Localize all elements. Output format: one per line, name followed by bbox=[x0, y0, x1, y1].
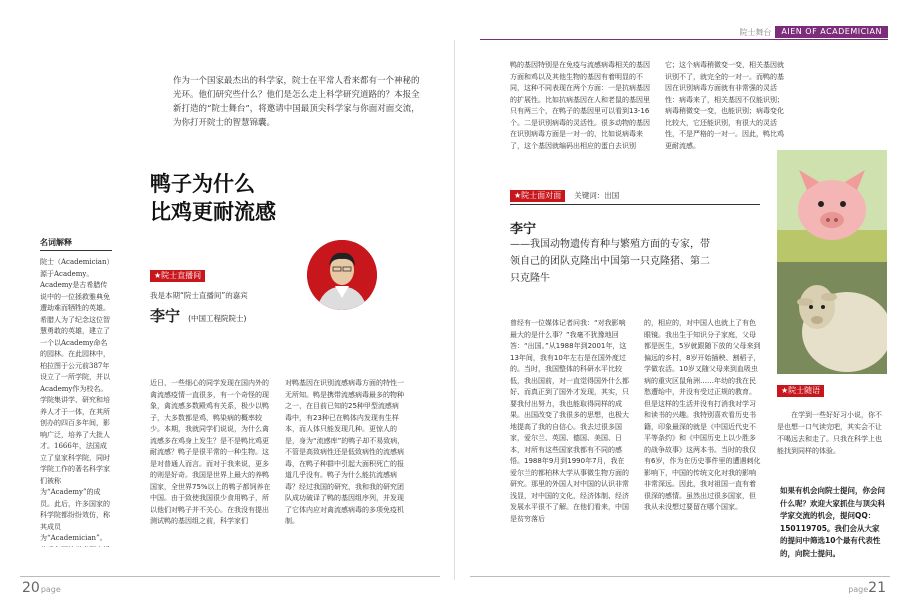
glossary-text: 院士（Academician）源于Academy。Academy是古希腊传说中的一位拯救雅典免遭劫难而牺牲的英雄。希腊人为了纪念这位智慧勇敢的英雄，建立了一个以Academy命名的园林。在此园林中，柏拉图于公元前387年设立了一所学院，并以Academy作为校名。学院集讲学、研究和培养人才于一体，在其所创办的四百多年间，影响广泛，培养了大批人才。1666年，法国成立了皇家科学院，同时学院工作的著名科学家们被称为“Academy”的成员。此后，许多国家的科学院都纷纷效仿，称其成员为“Academician”。 bbox=[40, 258, 110, 542]
quote-tag-label: 院士随语 bbox=[788, 386, 821, 395]
sheep-image bbox=[777, 262, 887, 374]
page-word-right: page bbox=[848, 585, 869, 594]
page-number-right bbox=[847, 580, 886, 596]
quote-box bbox=[777, 378, 887, 457]
article-column-1: 近日，一些细心的同学发现在国内外的禽流感疫情一直很多，有一个奇怪的现象，禽流感多数殿鸡有关系，极少以鸭子，大多数都是鸡，鸭染病的概率较少。本期，我就同学们说说，为什么禽流感多在鸡身上发生？是不是鸭比鸡更耐流感？鸭子是很平常的一种生物。这是对普通人而言。而对于我来说，更多的则是好奇。我国是世界上最大的养鸭国家，全世界75%以上的鸭子都饲养在中国。由于致使我国很少食用鸭子，所以他们对鸭子并不关心。在我没有提出测试鸭的基因组之前，科学家们 bbox=[150, 379, 271, 525]
profile-tag: ★院士面对面 bbox=[510, 190, 565, 202]
section-label-en: AIEN OF ACADEMICIAN bbox=[775, 26, 888, 38]
profile-tag-label: 院士面对面 bbox=[521, 191, 562, 200]
question-text: 如果有机会向院士提问，你会问什么呢？欢迎大家抓住与顶尖科学家交流的机会，提问QQ：150119705。我们会从大家的提问中筛选10个最有代表性的，向院士提问。 bbox=[780, 486, 885, 558]
quote-tag: ★院士随语 bbox=[777, 385, 824, 397]
guest-tag: ★院士直播间 bbox=[150, 270, 205, 282]
profile-column-1: 曾经有一位媒体记者问我：“对我影响最大的是什么事？”我毫不犹豫地回答：“出国。”从1988年到2001年，这13年间，我有10年左右是在国外度过的。当时，我国整体的科研水平比较低，我出国前，对一直觉得国外什么都好、而真正到了国外才发现，其实，只要我付出努力，我也能取得同样的成果。出国改变了我很多的思想，也极大地提高了我的自信心。我去过很多国家，爱尔兰、英国、德国、美国、日本，对所有这些国家我都有不同的感悟。1988年9月到1990年7月，我在爱尔兰的都柏林大学从事微生物方面的研究。那里的外国人对中国的认识非常浅显，对中国的文化，经济体制、经济发展水平很不了解。在他们看来，中国是贫穷落后 bbox=[510, 319, 629, 523]
intro-text: 作为一个国家最杰出的科学家，院士在平常人看来都有一个神秘的光环。他们研究些什么？他们是怎么走上科学研究道路的？本报全新打造的“院士舞台”，将邀请中国最顶尖科学家与你面对面交流，为你打开院士的智慧锦囊。 bbox=[173, 76, 420, 128]
profile-column-2: 的，相应的，对中国人也就上了有色眼镜。我出生于知识分子家庭，父母都是医生，5岁就跟随下放的父母来到偏远的乡村，8岁开始插秧、割稻子，学做农活。10岁又随父母来到血吸虫病的重灾区鼠角洲……年幼的我在民愁遭绐中，并没有受过正规的教育。但是这样的生活并没有打消我对学习和读书的兴趣。我特别喜欢看历史书籍，印象最深的就是《中国近代史不平等条约》和《中国历史上以少胜多的战争故事》这两本书。当时的我仅有6岁，作为在历史事件里的遭遇刺化影响下，中国的传统文化对我的影响非常深远。因此，我对祖国一直有着很深的感情。虽然出过很多国家，但我从未没想过要留在哪个国家。 bbox=[644, 319, 761, 511]
pig-icon bbox=[777, 150, 887, 262]
page-number-right-value: 21 bbox=[868, 580, 886, 596]
header-rule bbox=[480, 39, 888, 40]
person-icon bbox=[307, 240, 377, 310]
pig-image bbox=[777, 150, 887, 262]
guest-affiliation: (中国工程院院士) bbox=[188, 314, 247, 323]
guest-intro: 我是本期“院士直播间”的嘉宾 bbox=[150, 291, 248, 300]
profile-header bbox=[510, 183, 760, 205]
article-column-2: 对鸭基因在识别流感病毒方面的特性一无所知。鸭是携带流感病毒最多的物种之一，在目前已知的25种甲型流感病毒中，有23种已在鸭体内发现有生样本，而人体只能发现几种。更惊人的是，身为“流感库”的鸭子却不易致病，不管是高致病性还是低致病性的流感病毒，在鸭子种群中引起大面积死亡的报道几乎没有。鸭子为什么能抗流感病毒？经过我国的研究，我和我的研究团队成功破译了鸭的基因组序列，并发现了它体内应对禽流感病毒的多项免疫机制。 bbox=[285, 379, 405, 525]
page-number-left bbox=[22, 580, 61, 596]
profile-subtitle: ——我国动物遗传育种与繁殖方面的专家，带领自己的团队克隆出中国第一只克隆猪、第二只克隆牛 bbox=[510, 239, 710, 284]
profile-name: 李宁 bbox=[510, 222, 537, 237]
page-number-left-value: 20 bbox=[22, 580, 40, 596]
profile-keyword: 关键词：出国 bbox=[574, 191, 620, 200]
section-header bbox=[739, 26, 888, 38]
guest-tag-label: 院士直播间 bbox=[161, 271, 202, 280]
article-title-line2: 比鸡更耐流感 bbox=[150, 200, 276, 224]
guest-box bbox=[150, 263, 310, 326]
quote-text: 在学到一些好好习小说，你不是也想一口气读完吧，其实会不让不喝远去和走了。只我在科学上也能找到同样的体验。 bbox=[777, 411, 882, 455]
sheep-icon bbox=[777, 262, 887, 374]
footer-rule-right bbox=[470, 576, 890, 577]
glossary-title: 名词解释 bbox=[40, 235, 112, 251]
page-gutter bbox=[454, 40, 455, 580]
page-word-left: page bbox=[40, 585, 61, 594]
section-label: 院士舞台 bbox=[739, 27, 772, 37]
article-title bbox=[150, 170, 276, 226]
article-column-3: 鸭的基因特别是在免疫与流感病毒相关的基因方面和鸡以及其他生物的基因有着明显的不同，这种不同表现在两个方面：一是抗病基因的扩展性。比如抗病基因在人和老鼠的基因里只有两三个，在鸭子的基因里可以看到13-16个。二是识别病毒的灵活性。很多动物的基因在识别病毒方面是一对一的，比如说病毒来了，这个基因就编码出相应的蛋白去识别 bbox=[510, 61, 650, 150]
footer-rule-left bbox=[20, 576, 440, 577]
guest-name: 李宁 bbox=[150, 307, 181, 325]
article-column-4: 它；这个病毒稍微变一变，相关基因就识别不了，就完全的一对一。而鸭的基因在识别病毒方面就有非常强的灵活性：病毒来了，相关基因不仅能识别；病毒稍微变一变，也能识别；病毒变化比较大，它还能识别，有很大的灵活性，不是严格的一对一。因此，鸭比鸡更耐流感。 bbox=[665, 61, 784, 150]
article-title-line1: 鸭子为什么 bbox=[150, 172, 255, 196]
guest-portrait bbox=[307, 240, 377, 310]
glossary-box bbox=[40, 235, 112, 547]
